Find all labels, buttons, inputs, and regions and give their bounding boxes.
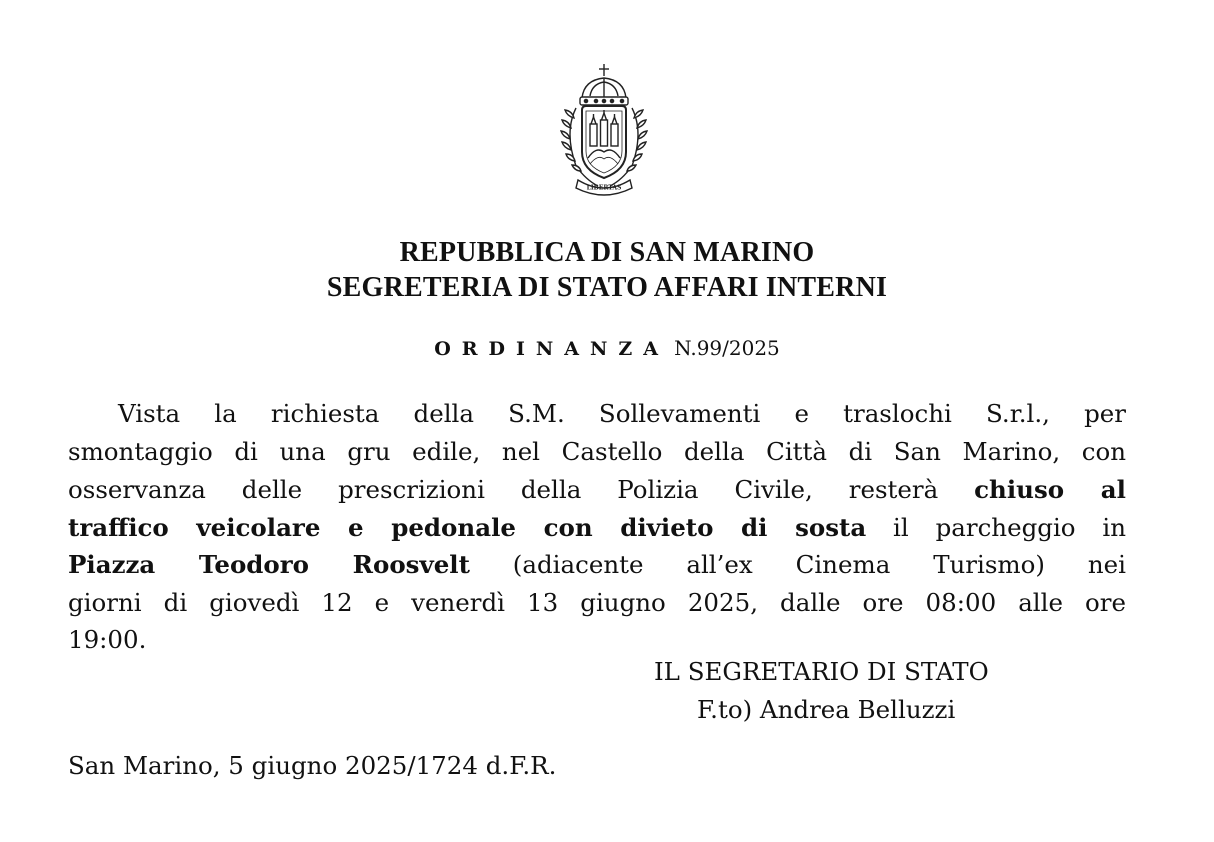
body-line-4 — [68, 510, 1126, 546]
closure-emphasis-start: chiuso al — [974, 475, 1126, 504]
ordinance-number: N.99/2025 — [674, 336, 780, 360]
location-emphasis: Piazza Teodoro Roosvelt — [68, 550, 470, 579]
body-line-3-text: osservanza delle prescrizioni della Polizia Civile, resterà — [68, 475, 975, 504]
emblem-motto: LIBERTAS — [586, 184, 622, 192]
body-line-4-text: il parcheggio in — [866, 513, 1126, 542]
body-line-1: Vista la richiesta della S.M. Sollevamenti e traslochi S.r.l., per — [118, 399, 1126, 428]
place-and-date: San Marino, 5 giugno 2025/1724 d.F.R. — [68, 751, 557, 780]
ordinance-heading — [0, 336, 1214, 360]
body-line-3 — [68, 472, 1126, 508]
body-line-7: 19:00. — [68, 625, 147, 654]
closure-emphasis: traffico veicolare e pedonale con divieto di sosta — [68, 513, 867, 542]
body-line-5 — [68, 547, 1126, 583]
secretariat-heading: SEGRETERIA DI STATO AFFARI INTERNI — [326, 272, 888, 303]
body-line-2: smontaggio di una gru edile, nel Castello della Città di San Marino, con — [68, 437, 1126, 466]
ordinance-title: ORDINANZA — [434, 338, 670, 360]
san-marino-coat-of-arms-icon — [546, 62, 662, 198]
signatory-name: F.to) Andrea Belluzzi — [697, 695, 956, 724]
body-line-6: giorni di giovedì 12 e venerdì 13 giugno 2025, dalle ore 08:00 alle ore — [68, 588, 1126, 617]
signatory-title: IL SEGRETARIO DI STATO — [654, 657, 989, 686]
body-line-5-text: (adiacente all’ex Cinema Turismo) nei — [469, 550, 1126, 579]
republic-heading: REPUBBLICA DI SAN MARINO — [399, 237, 815, 268]
